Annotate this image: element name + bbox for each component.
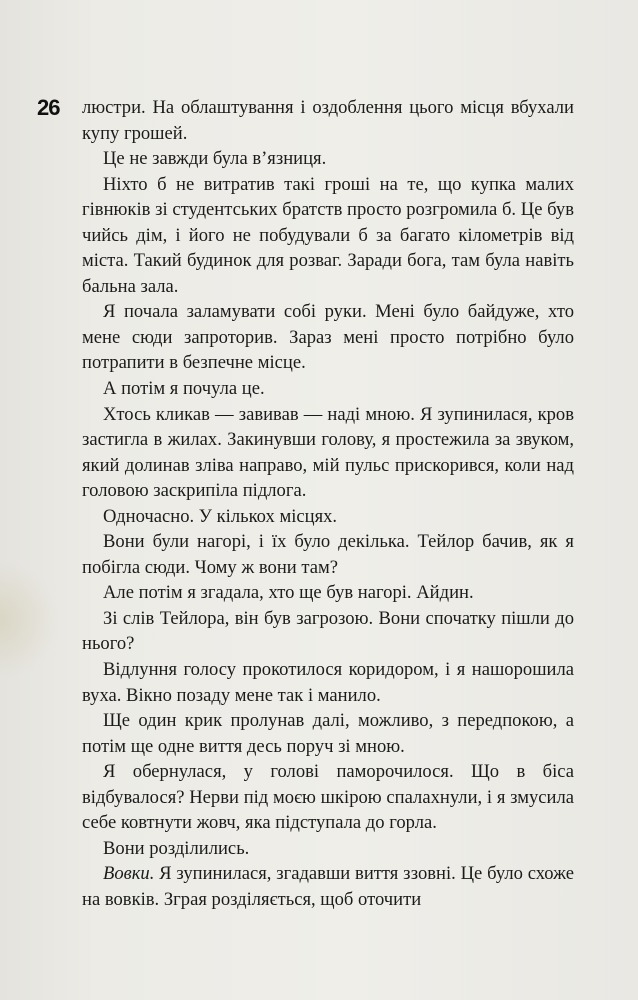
paragraph-14: Вони розділились. — [103, 837, 250, 859]
paragraph-2: Це не завжди була в’язниця. — [103, 148, 327, 170]
paragraph-9: Але потім я згадала, хто ще був нагорі. Айдин. — [103, 582, 474, 604]
paragraph-8: Вони були нагорі, і їх було декілька. Тейлор бачив, як я побігла сюди. Чому ж вони там? — [82, 531, 574, 578]
paragraph-7: Одночасно. У кількох місцях. — [103, 505, 338, 527]
paragraph-15-text: Я зупинилася, згадавши виття ззовні. Це було схоже на вовків. Зграя розділяється, щоб оточити — [82, 863, 574, 910]
paragraph-4: Я почала заламувати собі руки. Мені було байдуже, хто мене сюди запроторив. Зараз мені просто потрібно було потрапити в безпечне місце. — [82, 301, 574, 374]
page-number: 26 — [37, 95, 60, 120]
emphasis-wolves: Вовки. — [103, 863, 155, 885]
paragraph-15 — [82, 861, 574, 912]
paragraph-3: Ніхто б не витратив такі гроші на те, що купка малих гівнюків зі студентських братств просто розгромила б. Це був чийсь дім, і його не побудували б за багато кілометрів від міста. Такий будинок для розваг. Заради бога, там була навіть бальна зала. — [82, 173, 574, 297]
paragraph-13: Я обернулася, у голові паморочилося. Що в біса відбувалося? Нерви під моєю шкірою спалахнули, і я змусила себе ковтнути жовч, яка підступала до горла. — [82, 761, 574, 834]
body-text — [82, 95, 574, 913]
paragraph-6: Хтось кликав — завивав — наді мною. Я зупинилася, кров застигла в жилах. Закинувши голову, я простежила за звуком, який долинав зліва направо, мій пульс прискорився, коли над головою заскрипіла підлога. — [82, 403, 574, 502]
page-shadow — [0, 560, 60, 680]
paragraph-5: А потім я почула це. — [103, 378, 265, 400]
paragraph-12: Ще один крик пролунав далі, можливо, з передпокою, а потім ще одне виття десь поруч зі мною. — [82, 710, 574, 757]
paragraph-1: люстри. На облаштування і оздоблення цього місця вбухали купу грошей. — [82, 97, 574, 144]
paragraph-11: Відлуння голосу прокотилося коридором, і я нашорошила вуха. Вікно позаду мене так і манило. — [82, 659, 574, 706]
paragraph-10: Зі слів Тейлора, він був загрозою. Вони спочатку пішли до нього? — [82, 607, 574, 655]
